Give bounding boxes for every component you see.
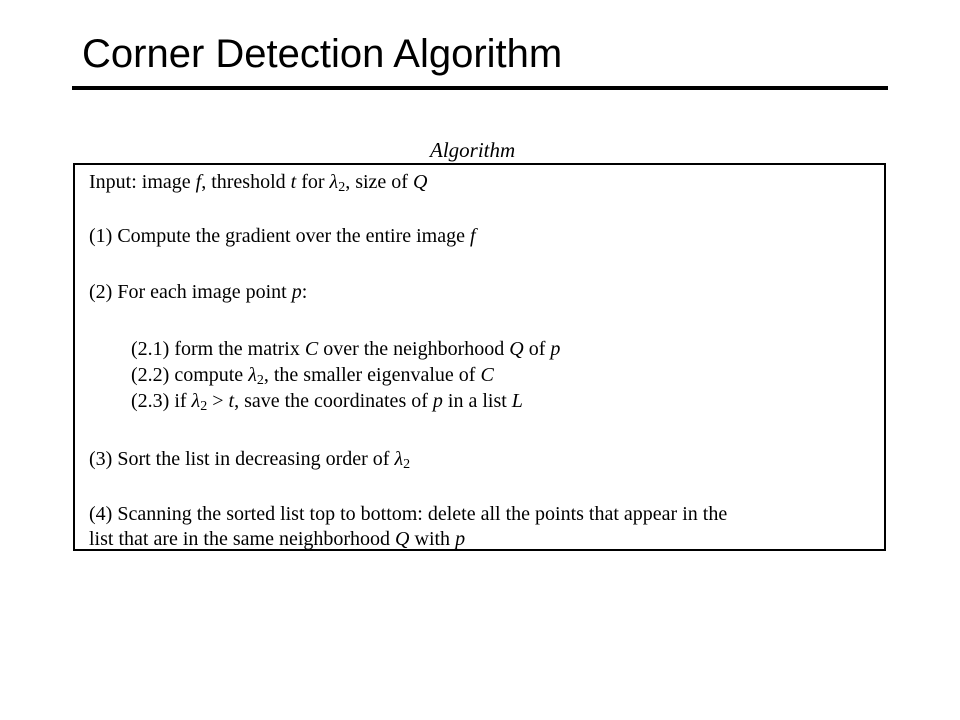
input-var-f: f [195, 171, 202, 193]
step4-var-p: p [455, 528, 466, 550]
algorithm-input-line [89, 169, 427, 195]
algorithm-step-2 [89, 279, 307, 305]
input-text-2: , threshold [201, 171, 291, 193]
step2-3-var-l: L [511, 390, 523, 412]
step2-3-text-2: > [207, 390, 229, 412]
step2-1-var-c: C [304, 338, 319, 360]
step2-var-p: p [291, 281, 302, 303]
step2-3-lambda [192, 390, 208, 412]
title-underline [72, 86, 888, 90]
step2-colon: : [301, 281, 308, 303]
step2-1-text-2: over the neighborhood [318, 338, 510, 360]
input-var-t: t [290, 171, 297, 193]
step3-text: (3) Sort the list in decreasing order of [89, 448, 395, 470]
step2-3-lambda-subscript: 2 [200, 399, 208, 414]
step2-2-text-2: , the smaller eigenvalue of [263, 364, 481, 386]
input-text-3: for [296, 171, 330, 193]
step2-1-text-1: (2.1) form the matrix [131, 338, 305, 360]
input-text-4: , size of [345, 171, 413, 193]
step4-text-line-2a: list that are in the same neighborhood [89, 528, 396, 550]
step2-text: (2) For each image point [89, 281, 292, 303]
step2-2-lambda [248, 364, 264, 386]
step2-1-var-p: p [550, 338, 561, 360]
step2-3-lambda-symbol: λ [191, 390, 201, 412]
algorithm-step-2-1 [131, 336, 560, 362]
algorithm-caption: Algorithm [430, 138, 516, 162]
step2-1-text-3: of [523, 338, 551, 360]
step4-var-q: Q [395, 528, 410, 550]
step4-text-line-2b: with [409, 528, 456, 550]
input-lambda-symbol: λ [329, 171, 339, 193]
algorithm-step-2-2 [131, 362, 494, 388]
step2-2-lambda-subscript: 2 [256, 373, 264, 388]
algorithm-step-4-line-2 [89, 526, 465, 552]
algorithm-step-4-line-1 [89, 501, 727, 527]
step2-2-var-c: C [480, 364, 494, 386]
input-text-1: Input: image [89, 171, 196, 193]
algorithm-step-3 [89, 446, 410, 472]
step2-3-var-p: p [432, 390, 443, 412]
step2-3-var-t: t [228, 390, 235, 412]
step2-2-lambda-symbol: λ [248, 364, 257, 386]
step4-text-line-1: (4) Scanning the sorted list top to bottom: delete all the points that appear in the [89, 503, 728, 525]
step2-1-var-q: Q [509, 338, 524, 360]
step1-text: (1) Compute the gradient over the entire image [89, 225, 470, 247]
input-var-q: Q [412, 171, 428, 193]
input-lambda [330, 171, 346, 193]
step2-3-text-4: in a list [442, 390, 512, 412]
slide-title: Corner Detection Algorithm [82, 32, 563, 76]
step2-3-text-1: (2.3) if [131, 390, 192, 412]
step3-lambda-symbol: λ [394, 448, 404, 470]
algorithm-step-2-3 [131, 388, 523, 414]
input-lambda-subscript: 2 [338, 180, 346, 195]
algorithm-step-1 [89, 223, 476, 249]
step3-lambda-subscript: 2 [403, 457, 411, 472]
step1-var-f: f [469, 225, 476, 247]
algorithm-box [73, 163, 886, 551]
step2-2-text-1: (2.2) compute [131, 364, 249, 386]
step2-3-text-3: , save the coordinates of [234, 390, 433, 412]
step3-lambda [394, 448, 410, 470]
